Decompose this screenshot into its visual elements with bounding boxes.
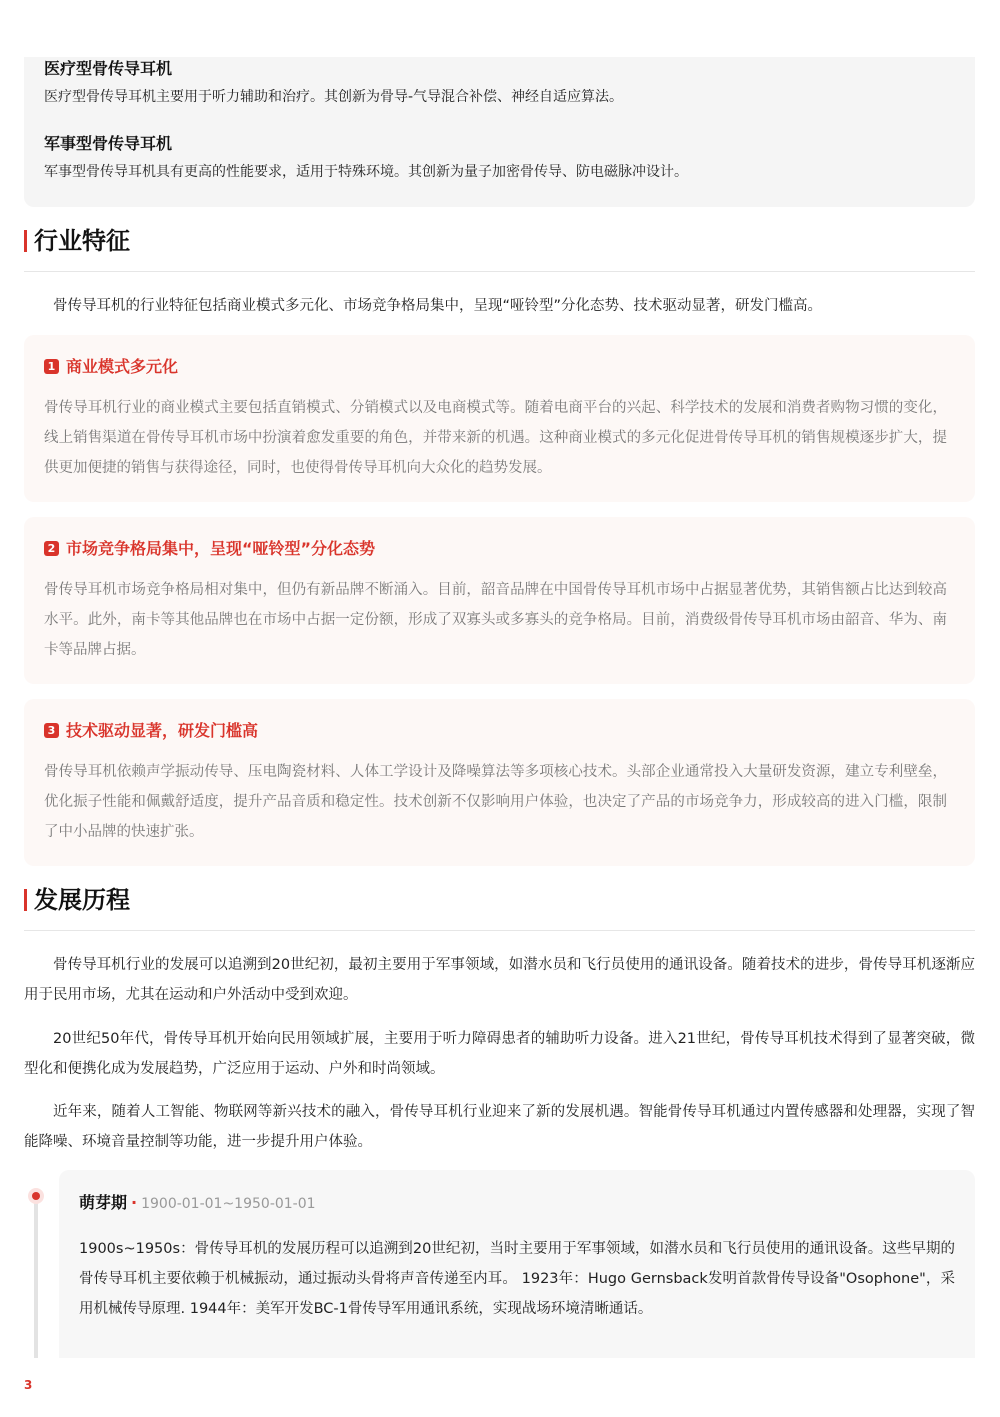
feature-title bbox=[44, 719, 258, 743]
feature-title-text: 市场竞争格局集中，呈现“哑铃型”分化态势 bbox=[66, 539, 376, 558]
product-types-card bbox=[24, 57, 975, 207]
feature-number-badge: 2 bbox=[44, 541, 59, 556]
type-item-military bbox=[44, 132, 688, 184]
type-title: 军事型骨传导耳机 bbox=[44, 134, 173, 153]
stage-description: 1900s~1950s：骨传导耳机的发展历程可以追溯到20世纪初，当时主要用于军事领域，如潜水员和飞行员使用的通讯设备。这些早期的骨传导耳机主要依赖于机械振动，通过振动头骨将声音传递至内耳。 1923年：Hugo Gernsback发明首款骨传导设备"Osophone"，采用机械传导原理. 1944年：美军开发BC-1骨传导军用通讯系统，实现战场环境清晰通话。 bbox=[79, 1241, 955, 1317]
timeline-dot-icon bbox=[28, 1188, 44, 1204]
stage-name: 萌芽期 bbox=[79, 1193, 128, 1212]
section-title: 发展历程 bbox=[34, 886, 130, 914]
industry-intro: 骨传导耳机的行业特征包括商业模式多元化、市场竞争格局集中，呈现“哑铃型”分化态势、技术驱动显著，研发门槛高。 bbox=[53, 298, 823, 314]
type-title: 医疗型骨传导耳机 bbox=[44, 59, 173, 78]
feature-description: 骨传导耳机行业的商业模式主要包括直销模式、分销模式以及电商模式等。随着电商平台的兴起、科学技术的发展和消费者购物习惯的变化，线上销售渠道在骨传导耳机市场中扮演着愈发重要的角色，并带来新的机遇。这种商业模式的多元化促进骨传导耳机的销售规模逐步扩大，提供更加便捷的销售与获得途径，同时，也使得骨传导耳机向大众化的趋势发展。 bbox=[44, 400, 947, 476]
stage-header bbox=[79, 1190, 316, 1217]
feature-title-text: 商业模式多元化 bbox=[66, 357, 179, 376]
type-description: 医疗型骨传导耳机主要用于听力辅助和治疗。其创新为骨导-气导混合补偿、神经自适应算法。 bbox=[44, 89, 624, 105]
feature-number-badge: 3 bbox=[44, 723, 59, 738]
history-paragraph: 骨传导耳机行业的发展可以追溯到20世纪初，最初主要用于军事领域，如潜水员和飞行员使用的通讯设备。随着技术的进步，骨传导耳机逐渐应用于民用市场，尤其在运动和户外活动中受到欢迎。 bbox=[24, 957, 975, 1003]
feature-title bbox=[44, 537, 375, 561]
section-divider bbox=[24, 930, 975, 931]
feature-card bbox=[24, 699, 975, 866]
feature-description: 骨传导耳机市场竞争格局相对集中，但仍有新品牌不断涌入。目前，韶音品牌在中国骨传导耳机市场中占据显著优势，其销售额占比达到较高水平。此外，南卡等其他品牌也在市场中占据一定份额，形成了双寡头或多寡头的竞争格局。目前，消费级骨传导耳机市场由韶音、华为、南卡等品牌占据。 bbox=[44, 582, 947, 658]
feature-card bbox=[24, 335, 975, 502]
section-accent-bar bbox=[24, 230, 27, 252]
feature-description: 骨传导耳机依赖声学振动传导、压电陶瓷材料、人体工学设计及降噪算法等多项核心技术。头部企业通常投入大量研发资源，建立专利壁垒，优化振子性能和佩戴舒适度，提升产品音质和稳定性。技术创新不仅影响用户体验，也决定了产品的市场竞争力，形成较高的进入门槛，限制了中小品牌的快速扩张。 bbox=[44, 764, 947, 840]
feature-number-badge: 1 bbox=[44, 359, 59, 374]
history-paragraph: 20世纪50年代，骨传导耳机开始向民用领域扩展，主要用于听力障碍患者的辅助听力设备。进入21世纪，骨传导耳机技术得到了显著突破，微型化和便携化成为发展趋势，广泛应用于运动、户外和时尚领域。 bbox=[24, 1031, 975, 1077]
feature-title bbox=[44, 355, 178, 379]
stage-separator: · bbox=[131, 1193, 138, 1212]
section-title: 行业特征 bbox=[34, 227, 130, 255]
type-description: 军事型骨传导耳机具有更高的性能要求，适用于特殊环境。其创新为量子加密骨传导、防电磁脉冲设计。 bbox=[44, 164, 688, 180]
type-item-medical bbox=[44, 57, 623, 109]
timeline-line bbox=[34, 1190, 38, 1358]
feature-card bbox=[24, 517, 975, 684]
section-accent-bar bbox=[24, 889, 27, 911]
section-divider bbox=[24, 271, 975, 272]
timeline-stage-card bbox=[59, 1170, 975, 1358]
page-number: 3 bbox=[24, 1378, 33, 1392]
stage-date-range: 1900-01-01~1950-01-01 bbox=[141, 1196, 316, 1212]
history-paragraph: 近年来，随着人工智能、物联网等新兴技术的融入，骨传导耳机行业迎来了新的发展机遇。智能骨传导耳机通过内置传感器和处理器，实现了智能降噪、环境音量控制等功能，进一步提升用户体验。 bbox=[24, 1104, 975, 1150]
feature-title-text: 技术驱动显著，研发门槛高 bbox=[66, 721, 259, 740]
